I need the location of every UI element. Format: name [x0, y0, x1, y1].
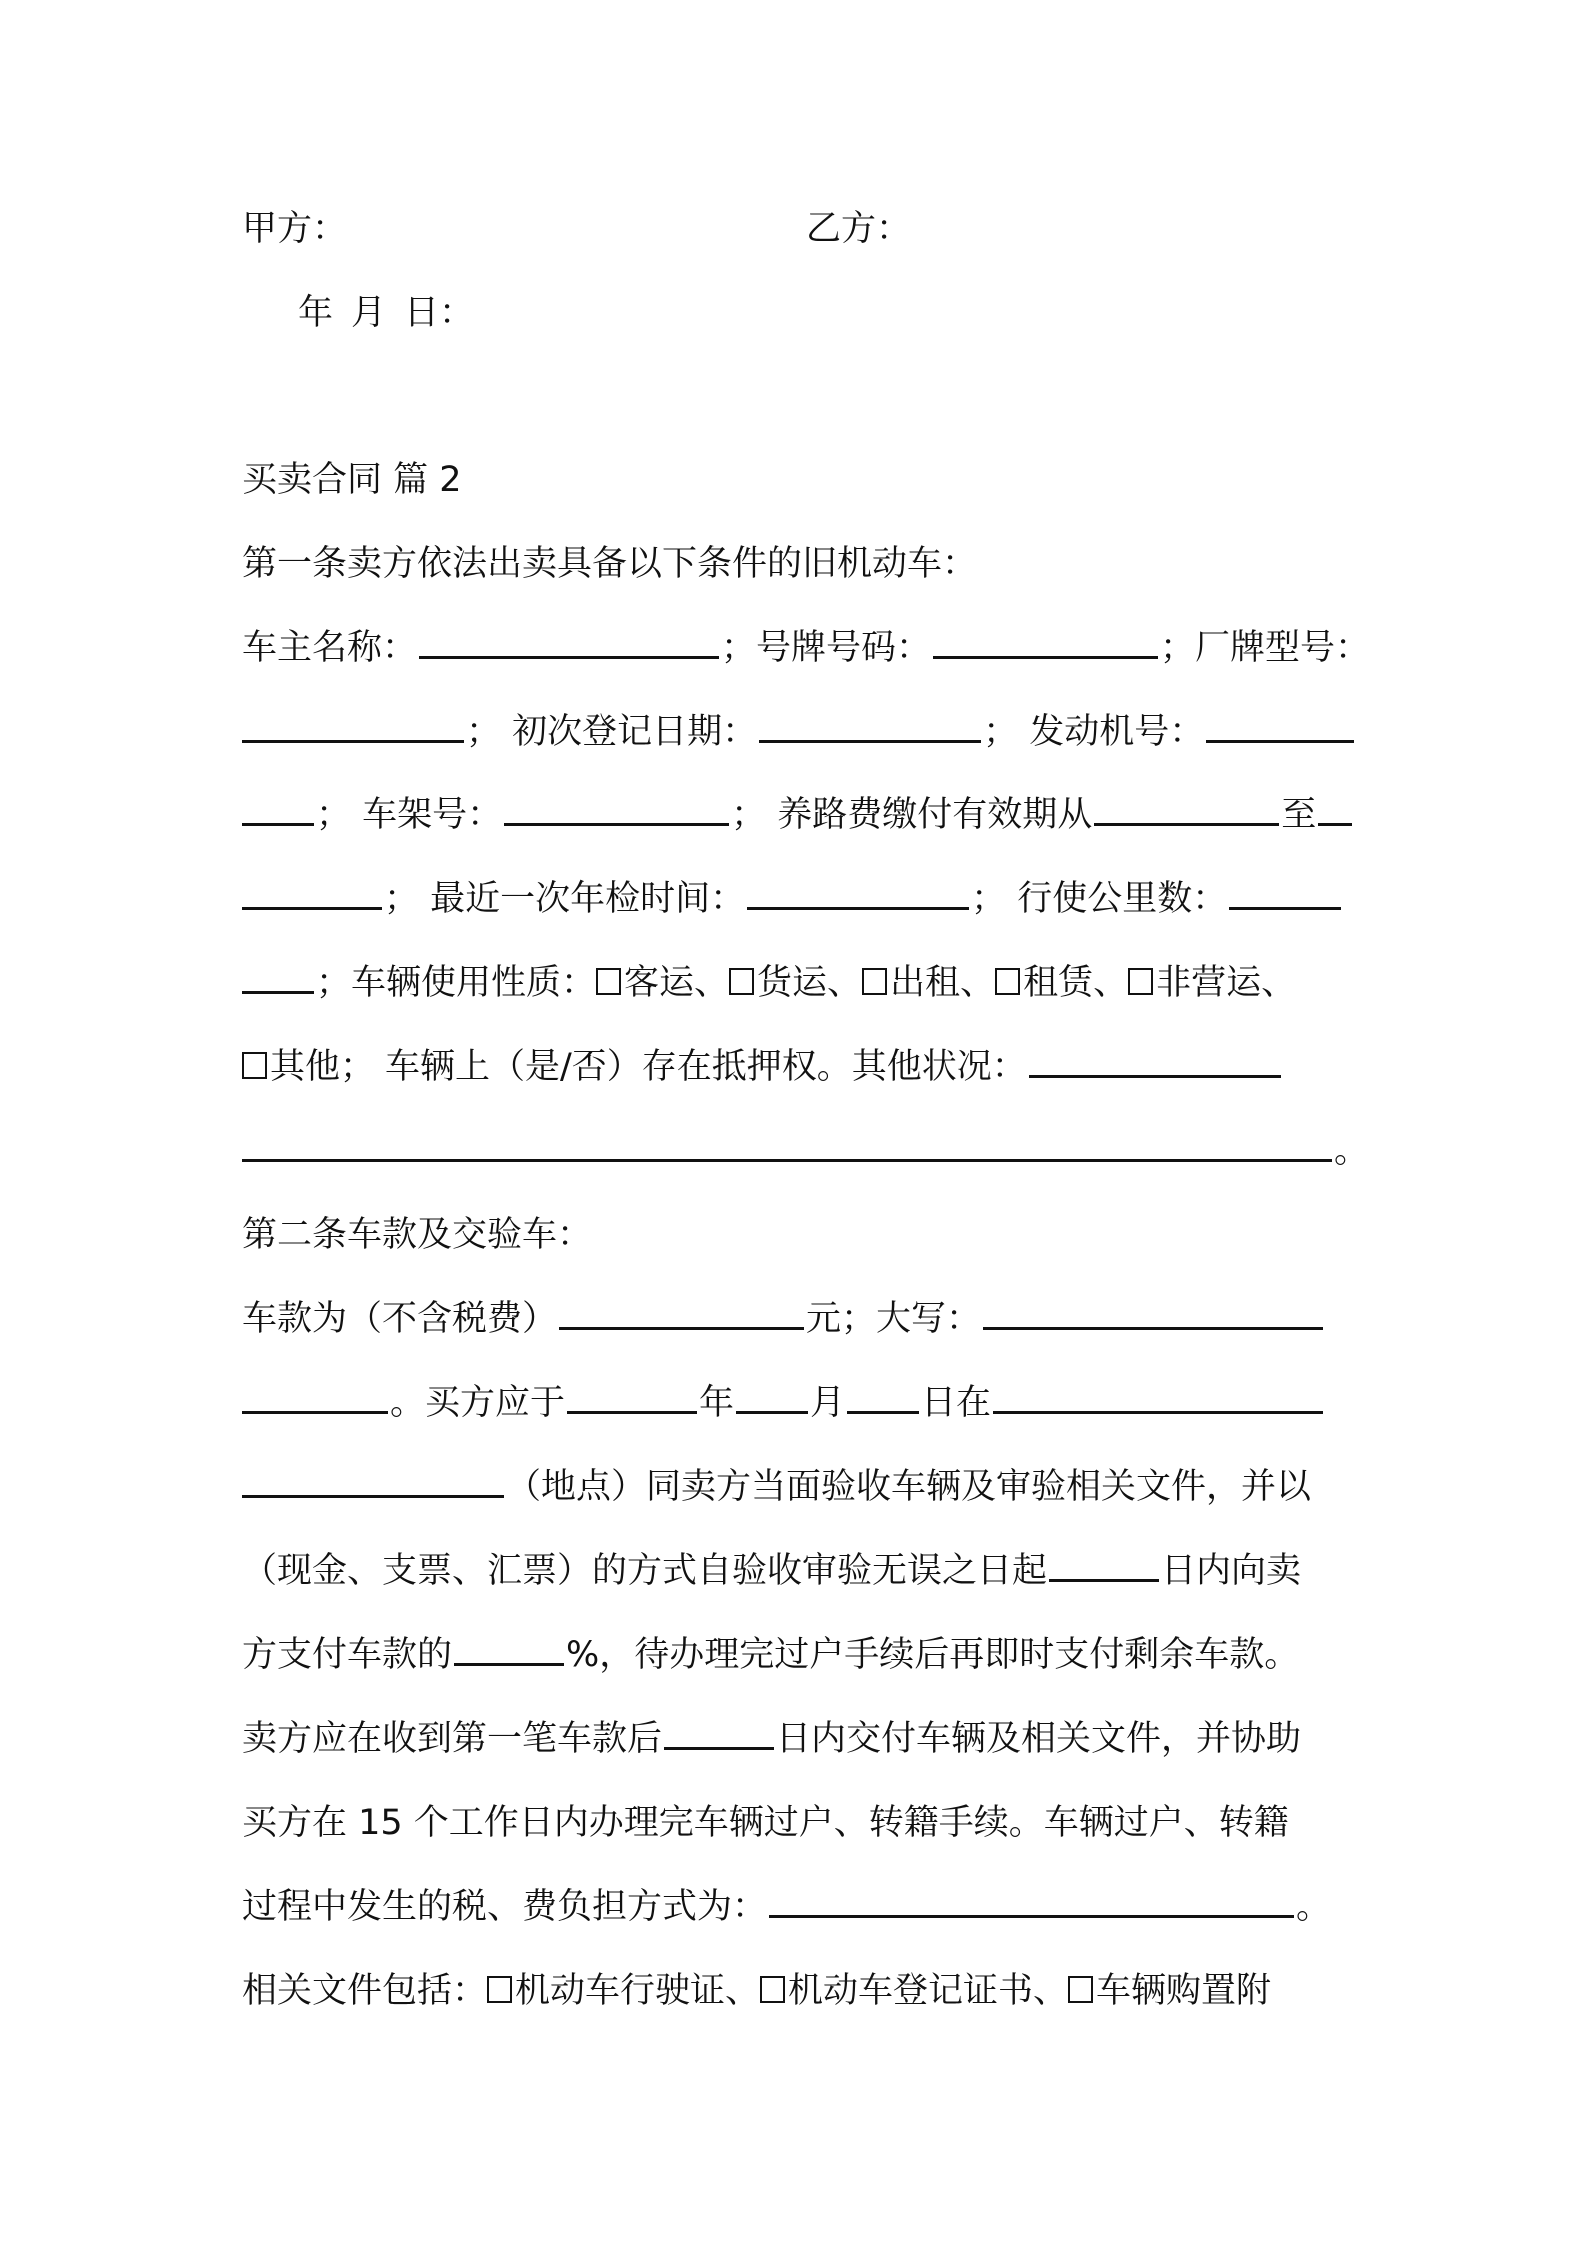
delivery-month-label: 月 — [810, 1383, 846, 1423]
article1-period: 。 — [1334, 1131, 1370, 1171]
delivery-day-at-label: 日在 — [921, 1383, 992, 1423]
owner-name-blank[interactable] — [419, 624, 719, 659]
article2-line-2 — [242, 1377, 1362, 1429]
engine-number-blank-cont[interactable] — [242, 791, 314, 826]
tax-burden-blank[interactable] — [769, 1883, 1294, 1918]
checkbox-registration-certificate[interactable] — [760, 1976, 785, 2003]
frame-number-label: ； 车架号： — [316, 795, 503, 835]
use-option-lease: 租赁、 — [1023, 963, 1129, 1003]
article2-line-5 — [242, 1629, 1362, 1681]
article2-line-4 — [242, 1545, 1362, 1597]
article1-line-5 — [242, 957, 1362, 1009]
engine-number-blank[interactable] — [1206, 708, 1354, 743]
doc-registration-certificate: 机动车登记证书、 — [788, 1971, 1069, 2011]
title-text: 买卖合同 篇 2 — [242, 460, 462, 500]
plate-number-blank[interactable] — [933, 624, 1158, 659]
first-registration-label: ； 初次登记日期： — [466, 712, 758, 752]
checkbox-non-commercial[interactable] — [1128, 968, 1153, 995]
checkbox-lease[interactable] — [995, 968, 1020, 995]
price-blank[interactable] — [559, 1295, 804, 1330]
signature-party-b — [806, 203, 911, 255]
days-to-pay-blank[interactable] — [1049, 1547, 1159, 1582]
buyer-should-label: 。买方应于 — [390, 1383, 566, 1423]
checkbox-purchase-tax[interactable] — [1068, 1976, 1093, 2003]
article1-heading-text: 第一条卖方依法出卖具备以下条件的旧机动车： — [242, 544, 978, 584]
article2-period: 。 — [1296, 1887, 1332, 1927]
mileage-blank-cont[interactable] — [242, 959, 314, 994]
delivery-year-blank[interactable] — [567, 1379, 697, 1414]
use-option-passenger: 客运、 — [624, 963, 730, 1003]
article1-line-3 — [242, 789, 1362, 841]
first-registration-blank[interactable] — [759, 708, 981, 743]
date-year: 年 — [298, 293, 334, 333]
use-nature-label: ；车辆使用性质： — [316, 963, 597, 1003]
checkbox-driving-license[interactable] — [487, 1976, 512, 2003]
road-fee-from-blank[interactable] — [1094, 791, 1279, 826]
payment-method-text: （现金、支票、汇票）的方式自验收审验无误之日起 — [242, 1551, 1048, 1591]
date-day: 日： — [404, 293, 475, 333]
signature-date — [298, 287, 474, 339]
owner-name-label: 车主名称： — [242, 628, 418, 668]
article1-line-2 — [242, 706, 1362, 758]
article1-line-7 — [242, 1125, 1370, 1177]
article2-line-3 — [242, 1461, 1362, 1513]
capital-blank[interactable] — [983, 1295, 1323, 1330]
capital-label: 大写： — [876, 1299, 982, 1339]
article1-line-6 — [242, 1041, 1362, 1093]
engine-number-label: ； 发动机号： — [983, 712, 1205, 752]
pay-percent-prefix: 方支付车款的 — [242, 1635, 453, 1675]
days-to-seller-text: 日内向卖 — [1161, 1551, 1302, 1591]
delivery-location-blank[interactable] — [993, 1379, 1323, 1414]
road-fee-label: ； 养路费缴付有效期从 — [731, 795, 1093, 835]
party-a-label: 甲方： — [242, 209, 348, 249]
seller-deliver-suffix: 日内交付车辆及相关文件，并协助 — [776, 1719, 1302, 1759]
road-fee-to-blank[interactable] — [1318, 791, 1352, 826]
party-b-label: 乙方： — [806, 209, 912, 249]
delivery-location-blank-cont[interactable] — [242, 1463, 504, 1498]
article2-line-1 — [242, 1293, 1362, 1345]
capital-blank-cont[interactable] — [242, 1379, 388, 1414]
checkbox-other[interactable] — [242, 1052, 267, 1079]
checkbox-taxi[interactable] — [862, 968, 887, 995]
tax-burden-label: 过程中发生的税、费负担方式为： — [242, 1887, 768, 1927]
article2-line-7 — [242, 1797, 1362, 1849]
last-inspection-blank[interactable] — [747, 875, 969, 910]
use-option-freight: 货运、 — [757, 963, 863, 1003]
doc-driving-license: 机动车行驶证、 — [515, 1971, 761, 2011]
article2-line-9 — [242, 1965, 1362, 2017]
road-fee-to-label: 至 — [1281, 795, 1317, 835]
checkbox-passenger[interactable] — [596, 968, 621, 995]
date-month: 月 — [351, 293, 387, 333]
signature-party-a — [242, 203, 347, 255]
price-label: 车款为（不含税费） — [242, 1299, 558, 1339]
article1-line-1 — [242, 622, 1371, 674]
location-text: （地点）同卖方当面验收车辆及审验相关文件，并以 — [506, 1467, 1312, 1507]
pay-percent-suffix: %，待办理完过户手续后再即时支付剩余车款。 — [566, 1635, 1300, 1675]
article2-heading-text: 第二条车款及交验车： — [242, 1215, 593, 1255]
brand-model-label: ；厂牌型号： — [1160, 628, 1371, 668]
use-option-taxi: 出租、 — [890, 963, 996, 1003]
brand-model-blank[interactable] — [242, 708, 464, 743]
article2-line-6 — [242, 1713, 1362, 1765]
transfer-text: 买方在 15 个工作日内办理完车辆过户、转籍手续。车辆过户、转籍 — [242, 1803, 1289, 1843]
mileage-blank[interactable] — [1229, 875, 1341, 910]
article1-line-4 — [242, 873, 1362, 925]
mileage-label: ； 行使公里数： — [971, 879, 1228, 919]
mortgage-text: 车辆上（是/否）存在抵押权。其他状况： — [385, 1047, 1027, 1087]
delivery-month-blank[interactable] — [736, 1379, 808, 1414]
delivery-day-blank[interactable] — [847, 1379, 919, 1414]
use-option-other: 其他； — [270, 1047, 376, 1087]
use-option-non-commercial: 非营运、 — [1156, 963, 1297, 1003]
other-status-blank-cont[interactable] — [242, 1127, 1332, 1162]
frame-number-blank[interactable] — [504, 791, 729, 826]
last-inspection-label: ； 最近一次年检时间： — [384, 879, 746, 919]
pay-percent-blank[interactable] — [454, 1631, 564, 1666]
contract-title — [242, 454, 1362, 506]
yuan-label: 元； — [806, 1299, 877, 1339]
plate-number-label: ；号牌号码： — [721, 628, 932, 668]
checkbox-freight[interactable] — [729, 968, 754, 995]
delivery-year-label: 年 — [699, 1383, 735, 1423]
article1-heading — [242, 538, 1362, 590]
seller-deliver-prefix: 卖方应在收到第一笔车款后 — [242, 1719, 663, 1759]
doc-purchase-tax: 车辆购置附 — [1096, 1971, 1272, 2011]
other-status-blank[interactable] — [1029, 1043, 1281, 1078]
docs-prefix: 相关文件包括： — [242, 1971, 488, 2011]
road-fee-to-blank-cont[interactable] — [242, 875, 382, 910]
seller-deliver-days-blank[interactable] — [664, 1715, 774, 1750]
article2-line-8 — [242, 1881, 1362, 1933]
article2-heading — [242, 1209, 1362, 1261]
